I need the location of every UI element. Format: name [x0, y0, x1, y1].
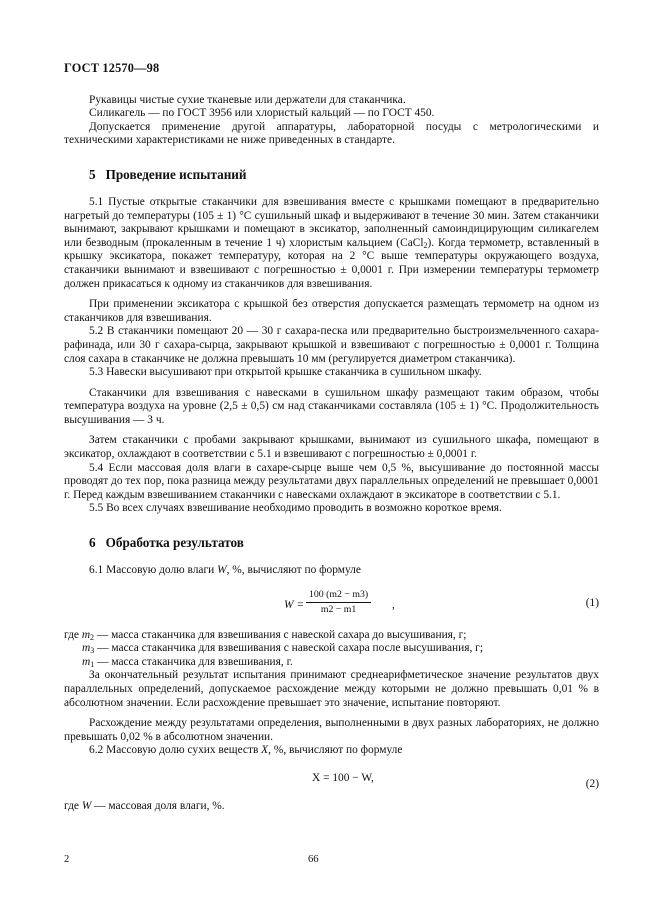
section-5-title: Проведение испытаний	[105, 166, 247, 182]
paragraph-5-5: 5.5 Во всех случаях взвешивание необходимо проводить в возможно короткое время.	[89, 502, 502, 515]
legend-m3	[64, 642, 599, 656]
legend-w-lead: где	[64, 799, 82, 812]
paragraph-5-1b: При применении эксикатора с крышкой без отверстия допускается размещать термометр на одном из стаканчиков для взвешивания.	[64, 298, 599, 324]
legend-m3-var: m	[82, 642, 91, 655]
p62-post: , %, вычисляют по формуле	[268, 744, 403, 757]
paragraph-5-4: 5.4 Если массовая доля влаги в сахаре-сырце выше чем 0,5 %, высушивание до постоянной массы проводят до тех пор, пока разница между результатами двух параллельных определений не превышает 0,0001 г. Перед каждым взвешиванием стаканчики с навесками охлаждают в эксикаторе в соответствии с 5.1.	[64, 461, 599, 501]
page-number-left: 2	[64, 854, 70, 865]
p62-pre: 6.2 Массовую долю сухих веществ	[89, 744, 262, 757]
legend-w-var: W	[81, 799, 92, 812]
formula-1	[64, 587, 599, 623]
formula-1-numerator: 100 (m2 − m3)	[306, 589, 371, 603]
cacl-subscript: 2	[423, 240, 428, 250]
formula-2	[64, 768, 599, 790]
formula-1-denominator: m2 − m1	[320, 603, 357, 615]
formula-1-lhs: W =	[284, 598, 305, 611]
legend-m2-lead: где	[64, 628, 82, 641]
page-number-center: 66	[308, 854, 319, 865]
legend-m1	[64, 656, 599, 670]
formula-1-legend	[64, 629, 599, 670]
standard-header: ГОСТ 12570—98	[64, 61, 160, 75]
p62-var: X	[261, 744, 269, 757]
section-6-title: Обработка результатов	[105, 535, 244, 551]
legend-m3-text: — масса стаканчика для взвешивания с навеской сахара после высушивания, г;	[94, 642, 484, 655]
intro-line-2: Силикагель — по ГОСТ 3956 или хлористый кальций — по ГОСТ 450.	[89, 107, 435, 120]
legend-m1-sub: 1	[90, 659, 95, 669]
formula-1-number: (1)	[585, 596, 599, 609]
paragraph-6-1c: Расхождение между результатами определения, выполненными в двух разных лабораториях, не должно превышать 0,02 % в абсолютном значении.	[64, 717, 599, 743]
paragraph-5-1-text: 5.1 Пустые открытые стаканчики для взвешивания вместе с крышками помещают в предварительно нагретый до температуры (105 ± 1) °С сушильный шкаф и выдерживают в течение 30 мин. Затем стаканчики вынимают, закрывают крышками и помещают в эксикатор, заполненный самоиндицирующим силикагелем или безводным (прокаленным в течение 1 ч) хлористым кальцием (CaCl	[64, 195, 599, 249]
paragraph-6-1b: За окончательный результат испытания принимают среднеарифметическое значение результатов двух параллельных определений, допускаемое расхождение между которыми не должно превышать 0,01 % в абсолютном значении. Если расхождение превышает это значение, испытание повторяют.	[64, 669, 599, 709]
legend-m2-text: — масса стаканчика для взвешивания с навеской сахара до высушивания, г;	[94, 628, 467, 641]
formula-2-number: (2)	[585, 777, 599, 790]
legend-m2-var: m	[81, 628, 91, 641]
section-5-heading	[89, 167, 599, 182]
legend-m3-sub: 3	[90, 646, 95, 656]
document-page	[64, 62, 599, 814]
paragraph-6-1	[64, 564, 599, 578]
paragraph-5-3: 5.3 Навески высушивают при открытой крышке стаканчика в сушильном шкафу.	[89, 366, 482, 379]
p61-post: , %, вычисляют по формуле	[226, 564, 361, 577]
section-5-number: 5	[89, 166, 96, 182]
paragraph-5-3b: Стаканчики для взвешивания с навесками в сушильном шкафу размещают таким образом, чтобы температура воздуха на уровне (2,5 ± 0,5) см над стаканчиками составляла (105 ± 1) °С. Продолжительность высушивания — 3 ч.	[64, 386, 599, 426]
paragraph-6-2	[64, 744, 599, 758]
paragraph-5-2: 5.2 В стаканчики помещают 20 — 30 г сахара-песка или предварительно быстроизмельченного сахара-рафинада, или 30 г сахара-сырца, закрывают крышкой и взвешивают с погрешностью ± 0,0001 г. Толщина слоя сахара в стаканчике не должна превышать 10 мм (регулируется диаметром стаканчика).	[64, 325, 599, 365]
p61-var: W	[217, 564, 227, 577]
legend-m2	[64, 629, 599, 643]
paragraph-5-1	[64, 196, 599, 291]
paragraph-5-3c: Затем стаканчики с пробами закрывают крышками, вынимают из сушильного шкафа, помещают в эксикатор, охлаждают в соответствии с 5.1 и взвешивают с погрешностью ± 0,0001 г.	[64, 434, 599, 461]
formula-1-fraction	[306, 589, 371, 616]
section-6-number: 6	[89, 535, 96, 551]
intro-line-3: Допускается применение другой аппаратуры, лабораторной посуды с метрологическими и техническими характеристиками не ниже приведенных в стандарте.	[64, 120, 599, 147]
p61-pre: 6.1 Массовую долю влаги	[89, 564, 218, 577]
section-6-heading	[89, 535, 599, 550]
formula-2-expression: X = 100 − W,	[312, 771, 374, 784]
legend-m2-sub: 2	[90, 632, 95, 642]
intro-line-1: Рукавицы чистые сухие тканевые или держатели для стаканчика.	[89, 93, 406, 106]
paragraph-5-1-tail: ). Когда термометр, вставленный в крышку эксикатора, покажет температуру, которая на 2 °С выше температуры окружающего воздуха, стаканчики вынимают и взвешивают с погрешностью ± 0,0001 г. При измерении температуры термометр должен прикасаться к одному из стаканчиков для взвешивания.	[64, 236, 599, 290]
formula-1-tail: ,	[392, 598, 395, 611]
legend-w-text: — массовая доля влаги, %.	[91, 799, 225, 812]
legend-m1-text: — масса стаканчика для взвешивания, г.	[94, 655, 293, 668]
legend-m1-var: m	[82, 655, 91, 668]
formula-2-legend	[64, 800, 599, 814]
